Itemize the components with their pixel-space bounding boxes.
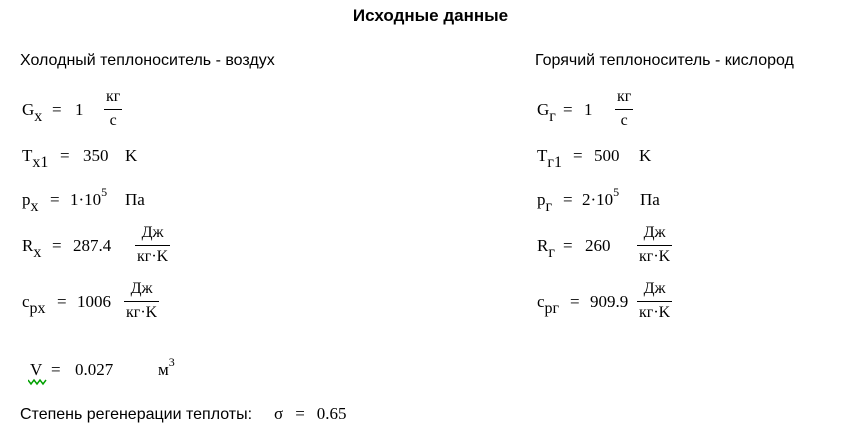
spellcheck-squiggle-icon [28,378,48,386]
cold-R-value: 287.4 [73,236,112,255]
hot-R-subscript: г [548,244,555,261]
cold-heading: Холодный теплоноситель - воздух [20,52,275,69]
cold-cp-subscript: px [29,300,46,317]
cold-T-symbol: T [22,146,33,165]
cold-p-exponent: 5 [101,185,108,199]
hot-heading: Горячий теплоноситель - кислород [535,52,794,69]
equals-sign: = [60,146,70,165]
volume-unit-exponent: 3 [168,355,175,369]
hot-T-symbol: T [537,146,548,165]
cold-cp-value: 1006 [77,292,111,311]
equals-sign: = [563,100,573,119]
regeneration-label: Степень регенерации теплоты: [20,406,253,423]
fraction-bar [124,301,159,302]
unit-numerator: кг [106,88,121,105]
equals-sign: = [52,236,62,255]
unit-numerator: Дж [141,224,164,241]
volume-unit: м [158,360,169,379]
hot-R-unit [637,224,672,266]
equals-sign: = [295,404,305,423]
fraction-bar [637,301,672,302]
hot-cp-value: 909.9 [590,292,629,311]
hot-G-symbol: G [537,100,550,119]
hot-p-value: 2·10 [582,190,614,209]
cold-G-value: 1 [75,100,84,119]
unit-denominator: кг·K [639,304,671,321]
cold-p-subscript: x [30,198,39,215]
unit-numerator: Дж [643,224,666,241]
hot-p-subscript: г [545,198,553,215]
cold-cp-symbol: c [22,292,30,311]
cold-G-symbol: G [22,100,35,119]
hot-R-value: 260 [585,236,611,255]
fraction-bar [135,245,170,246]
fraction-bar [637,245,672,246]
unit-denominator: с [109,112,117,129]
cold-G-unit [104,88,122,130]
volume-value: 0.027 [75,360,114,379]
hot-T-value: 500 [594,146,620,165]
unit-numerator: Дж [130,280,153,297]
equals-sign: = [563,190,573,209]
unit-denominator: кг·K [137,248,169,265]
hot-p-exponent: 5 [613,185,620,199]
cold-T-value: 350 [83,146,109,165]
hot-p-unit: Па [640,190,660,209]
hot-T-subscript: г1 [547,154,562,171]
hot-p-symbol: p [537,190,546,209]
cold-T-unit: K [125,146,138,165]
hot-cp-subscript: pг [544,300,560,317]
unit-numerator: Дж [643,280,666,297]
equals-sign: = [52,100,62,119]
fraction-bar [615,109,633,110]
unit-denominator: кг·K [639,248,671,265]
cold-R-subscript: x [33,244,42,261]
equals-sign: = [51,360,61,379]
unit-numerator: кг [617,88,632,105]
equals-sign: = [57,292,67,311]
cold-p-unit: Па [125,190,145,209]
cold-cp-unit [124,280,159,322]
hot-R-symbol: R [537,236,549,255]
equals-sign: = [570,292,580,311]
cold-R-unit [135,224,170,266]
hot-G-value: 1 [584,100,593,119]
hot-T-unit: K [639,146,652,165]
hot-G-unit [615,88,633,130]
equals-sign: = [573,146,583,165]
cold-R-symbol: R [22,236,34,255]
regeneration-row [20,404,347,424]
cold-p-value: 1·10 [70,190,102,209]
unit-denominator: кг·K [126,304,158,321]
unit-denominator: с [620,112,628,129]
regeneration-value: 0.65 [316,404,347,423]
cold-T-subscript: x1 [32,154,49,171]
equals-sign: = [50,190,60,209]
hot-cp-unit [637,280,672,322]
hot-G-subscript: г [549,108,556,125]
equals-sign: = [563,236,573,255]
cold-p-symbol: p [22,190,31,209]
fraction-bar [104,109,122,110]
cold-G-subscript: x [34,108,43,125]
hot-cp-symbol: c [537,292,545,311]
volume-symbol: V [30,360,43,379]
sigma-symbol: σ [274,404,284,423]
page-title: Исходные данные [352,6,509,25]
